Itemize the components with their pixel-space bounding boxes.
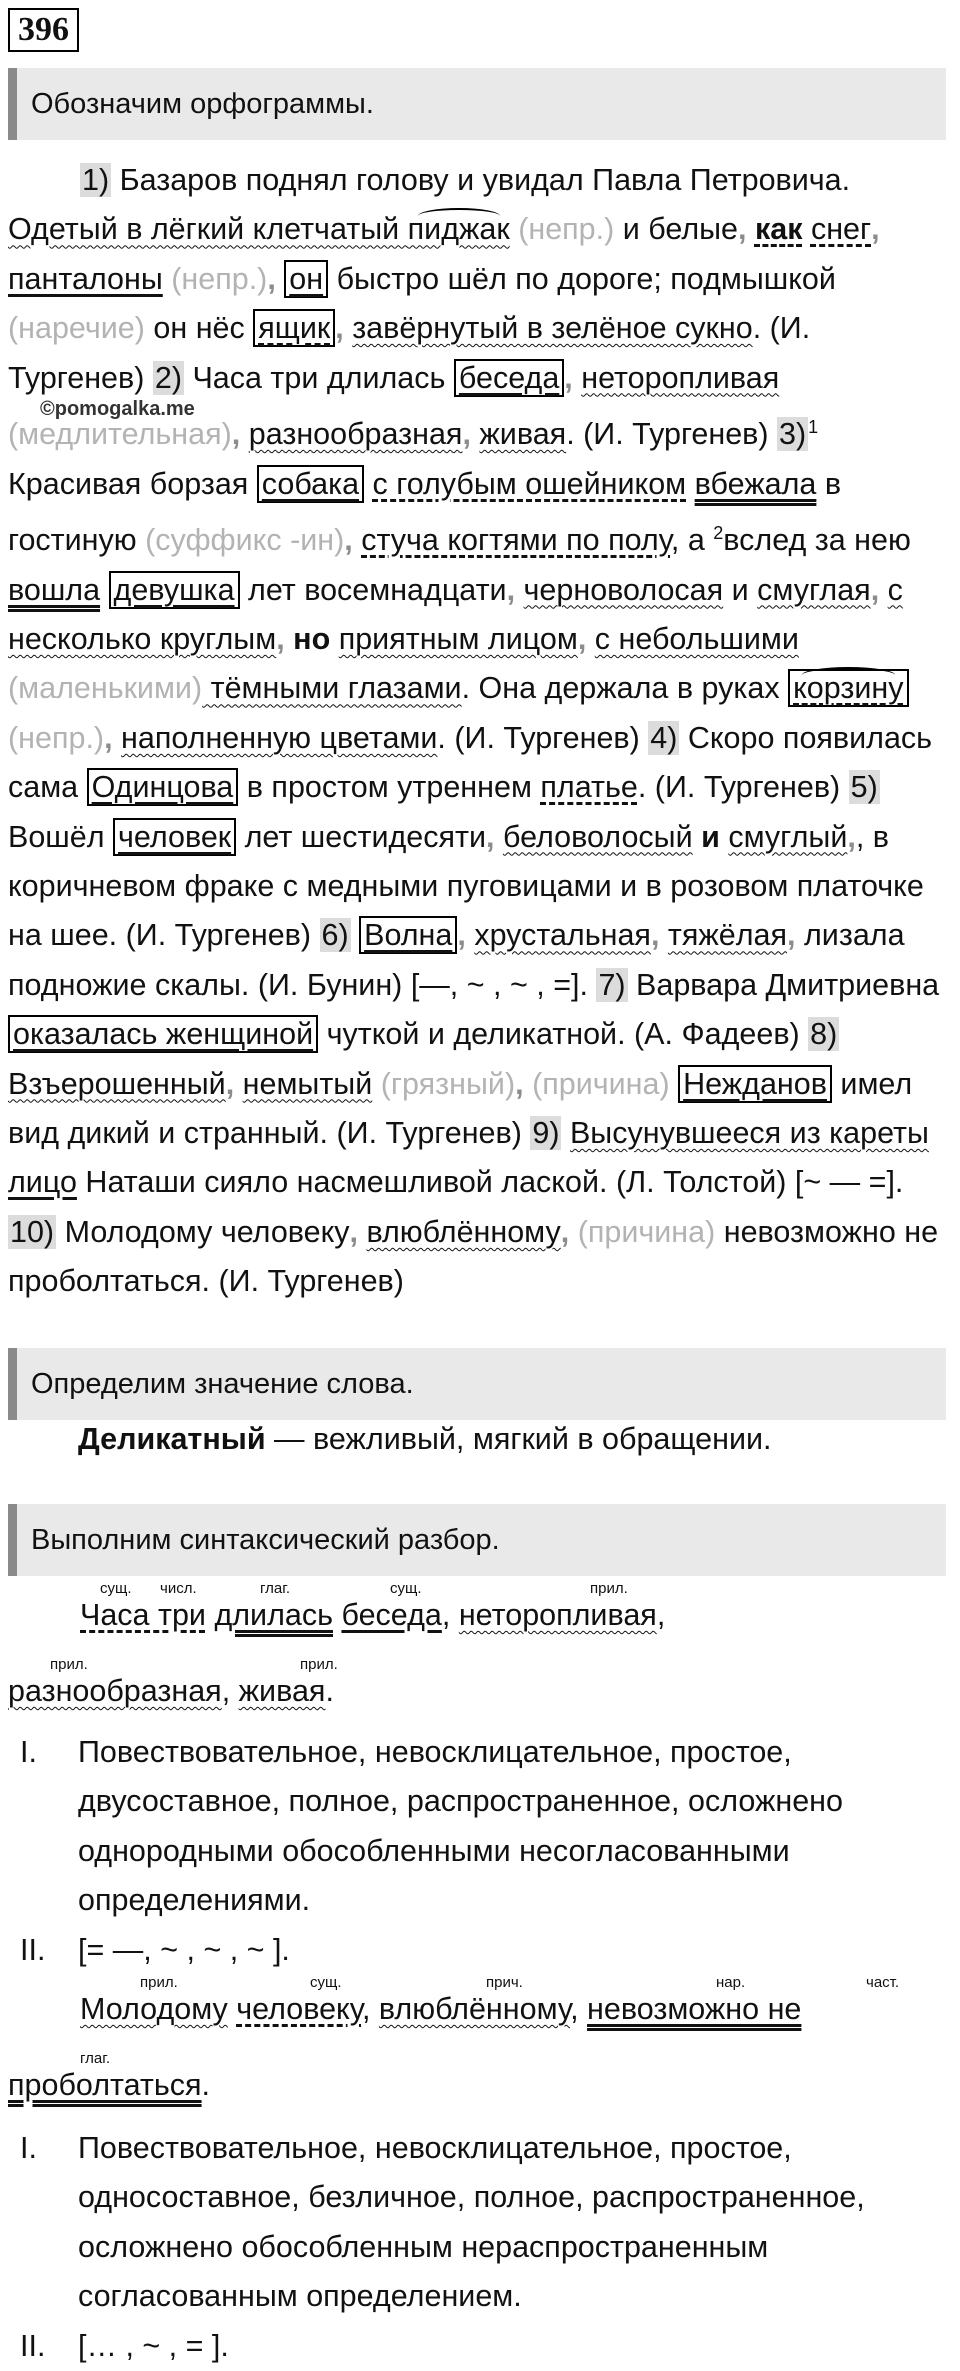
pos-tag: нар. (716, 1974, 746, 1991)
list-number: II. (20, 2328, 46, 2363)
word-pidzhak: пиджак (407, 212, 510, 247)
list-item (8, 2124, 948, 2322)
word-tyazhelaya: тяжёлая (667, 918, 788, 953)
word-chernovolosaya: черноволосая (523, 572, 724, 607)
text-part: Варвара Дмитриевна (627, 967, 940, 1002)
pos-tag: сущ. (100, 1580, 132, 1597)
text-part: Наташи сияло насмешливой лаской. (Л. Толстой) [~ — =]. (76, 1165, 904, 1200)
section-header-syntax: Выполним синтаксический разбор. (8, 1504, 946, 1576)
word-vzeroshenny: Взъерошенный (8, 1066, 226, 1101)
list-number: I. (20, 1735, 37, 1769)
text-part: . (И. Тургенев) (566, 417, 778, 452)
pos-tag: прил. (140, 1974, 178, 1991)
note: (грязный) (372, 1066, 516, 1101)
syntax-sentence-1: сущ. числ. глаг. сущ. прил. Часа три длилась беседа, неторопливая, прил. прил. разнообразная, живая. (8, 1580, 666, 1708)
syntax-word: разнообразная (8, 1674, 222, 1708)
text-part: быстро шёл по дороге; (328, 261, 671, 296)
word-zavernuty: завёрнутый в зелёное сукно (352, 311, 753, 346)
syntax-word: беседа (341, 1598, 442, 1632)
text-part: , а (670, 523, 714, 558)
text-part: он нёс (144, 311, 254, 346)
list-content: [… , ~ , = ]. (78, 2328, 229, 2363)
word-priyatnym: приятным лицом (338, 621, 578, 656)
word-voshla: вошла (8, 572, 101, 607)
word-netoroplivaya: неторопливая (581, 360, 780, 395)
word-platye: платье (540, 770, 638, 805)
pos-tag: числ. (160, 1580, 197, 1597)
text-part: вслед за нею (723, 523, 911, 558)
text-part: Базаров поднял голову и увидал Павла Петровича. (111, 163, 851, 197)
word-vbezhala: вбежала (694, 466, 817, 501)
word-snesk: с несколько круглым (8, 572, 903, 656)
note: (суффикс -ин) (136, 523, 345, 558)
num-6: 6) (321, 918, 349, 953)
word-stucha: стуча когтями по полу (361, 523, 671, 558)
text-part: Красивая борзая (8, 466, 257, 501)
list-number: II. (20, 1932, 46, 1967)
syntax-sentence-2: прил. сущ. прич. нар. част. Молодому человеку, влюблённому, невозможно не глаг. проболтаться. (8, 1974, 900, 2102)
list-content: [= —, ~ , ~ , ~ ]. (78, 1932, 290, 1967)
note: (непр.) (8, 720, 105, 755)
word-yashchik: ящик (253, 309, 335, 347)
definition-word: Деликатный (78, 1422, 266, 1456)
word-volna: Волна (359, 916, 457, 954)
syntax-word: Часа три (80, 1598, 206, 1632)
word-podmyshkoy: подмышкой (670, 261, 836, 296)
pos-tag: сущ. (310, 1974, 342, 1991)
word-devushka: девушка (109, 571, 240, 609)
text-part: . Она держала в руках (461, 671, 789, 706)
word-smugly: смуглый (728, 819, 848, 854)
num-5: 5) (850, 770, 878, 805)
word-litso: лицо (8, 1165, 77, 1200)
num-10: 10) (10, 1214, 55, 1249)
num-2: 2) (154, 360, 182, 395)
note: (причина) (523, 1066, 670, 1101)
word-odintsova: Одинцова (87, 768, 239, 806)
word-sneg: снег (810, 212, 872, 247)
text-part: , в коричневом фраке с медными пуговицами и в розовом платочке на шее. (И. Тургенев) (8, 819, 924, 953)
definition-meaning: — вежливый, мягкий в обращении. (265, 1422, 772, 1456)
word-vysunuv: Высунувшееся из кареты (569, 1116, 929, 1151)
text-part: . (И. Тургенев) (437, 720, 649, 755)
text-part: невозможно не проболтаться. (И. Тургенев) (8, 1214, 939, 1299)
text-part: Вошёл (8, 819, 114, 854)
text-part: Молодому человеку (56, 1214, 350, 1249)
word-beseda: беседа (454, 359, 564, 397)
text-part: Часа три длилась (183, 360, 454, 395)
list-number: I. (20, 2131, 37, 2165)
list-item (8, 2322, 948, 2371)
pos-tag: глаг. (260, 1580, 291, 1597)
word-nemyty: немытый (242, 1066, 373, 1101)
pos-tag: прил. (300, 1656, 338, 1673)
exercise-number: 396 (8, 8, 79, 52)
num-3: 3) (779, 417, 807, 452)
word-khrustalnaya: хрустальная (474, 918, 651, 953)
syntax-word: Молодому (80, 1992, 228, 2026)
text-part: . (И. Тургенев) (637, 770, 849, 805)
num-8: 8) (810, 1017, 838, 1052)
pos-tag: прил. (590, 1580, 628, 1597)
num-7: 7) (598, 967, 626, 1002)
pos-tag: част. (866, 1974, 900, 1991)
word-sobaka: собака (257, 465, 364, 503)
text-part: Скоро появилась сама (8, 720, 933, 805)
note: (непр.) (509, 212, 615, 247)
word-napolnennuyu: наполненную цветами (121, 720, 438, 755)
note: (наречие) (8, 311, 145, 346)
syntax-list-2 (8, 2124, 948, 2371)
text-part: лет шестидесяти (236, 819, 487, 854)
word: Одетый в лёгкий клетчатый (8, 212, 408, 247)
word-no: но (293, 621, 331, 656)
exercise-text: 1) Базаров поднял голову и увидал Павла Петровича. Одетый в лёгкий клетчатый пиджак (непр.) и белые, как снег, панталоны (непр.), он быстро шёл по дороге; подмышкой (наречие) он нёс ящик , завёрнутый в зелёное сукно. (И. Тургенев) 2) Часа три длилась беседа , неторопливая (медлительная), разнообразная, живая. (И. Тургенев) 3) $^1$ Красивая борзая собака с голубым ошейником вбежала в гостиную (суффикс -ин), стуча когтями по полу, а $^2$вслед за нею вошла девушка лет восемнадцати, черноволосая и смуглая, с несколько круглым, но приятным лицом, с небольшими (маленькими) тёмными глазами. Она держала в руках корзину (непр.), наполненную цветами. (И. Тургенев) 4) Скоро появилась сама Одинцова в простом утреннем платье. (И. Тургенев) 5) Вошёл человек лет шестидесяти, беловолосый и смуглый,, в коричневом фраке с медными пуговицами и в розовом платочке на шее. (И. Тургенев) 6) Волна , хрустальная, тяжёлая, лизала подножие скалы. (И. Бунин) [—, ~ , ~ , =]. 7) Варвара Дмитриевна оказалась женщиной чуткой и деликатной. (А. Фадеев) 8) Взъерошенный, немытый (грязный), (причина) Нежданов имел вид дикий и странный. (И. Тургенев) 9) Высунувшееся из кареты лицо Наташи сияло насмешливой лаской. (Л. Толстой) [~ — =]. 10) Молодому человеку, влюблённому, (причина) невозможно не проболтаться. (И. Тургенев) (8, 163, 940, 1299)
pos-tag: сущ. (390, 1580, 422, 1597)
word-on: он (284, 260, 328, 298)
syntax-word: влюблённому (378, 1992, 571, 2026)
word-vlyublennomu: влюблённому (366, 1214, 561, 1249)
text-part: . (И. Тургенев) (8, 311, 811, 395)
list-content: Повествовательное, невосклицательное, простое, односоставное, безличное, полное, распространенное, осложнено обособленным нераспространенным согласованным определением. (78, 2131, 865, 2314)
num-4: 4) (650, 720, 678, 755)
word-sgolubym: с голубым ошейником (372, 466, 687, 501)
section-header-meaning: Определим значение слова. (8, 1348, 946, 1420)
watermark: ©pomogalka.me (40, 398, 195, 420)
syntax-list-1 (8, 1728, 948, 1975)
note: (медлительная) (8, 417, 232, 452)
word-zhivaya: живая (479, 417, 567, 452)
pos-tag: прил. (50, 1656, 88, 1673)
text-part: лизала подножие скалы. (И. Бунин) [—, ~ , ~ , =]. (8, 918, 905, 1002)
word-kak: как (754, 212, 803, 247)
list-item (8, 1926, 948, 1975)
word-i: и (701, 819, 720, 854)
note: (маленькими) (8, 671, 203, 706)
word-korzinu: корзину (788, 669, 908, 707)
text-part: и (723, 572, 758, 607)
section-header-orthograms: Обозначим орфограммы. (8, 68, 946, 140)
syntax-word: человеку (236, 1992, 362, 2026)
text-part: в гостиную (8, 466, 842, 558)
text-part: в простом утреннем (238, 770, 541, 805)
syntax-word: длилась (214, 1598, 333, 1632)
pos-tag: прич. (486, 1974, 523, 1991)
note: (причина) (577, 1214, 716, 1249)
word-raznoobr: разнообразная (248, 417, 463, 452)
word-smuglaya: смуглая (757, 572, 871, 607)
text-part: имел вид дикий и странный. (И. Тургенев) (8, 1066, 913, 1151)
word-temnymi: тёмными глазами (202, 671, 462, 706)
text-part: лет восемнадцати (239, 572, 507, 607)
word-snebolsh: с небольшими (594, 621, 799, 656)
word-pantalony: панталоны (8, 261, 163, 296)
syntax-word: неторопливая (458, 1598, 657, 1632)
word-okazalas: оказалась женщиной (8, 1015, 318, 1053)
note: (непр.) (162, 261, 268, 296)
num-9: 9) (532, 1116, 560, 1151)
text-part: чуткой и деликатной. (А. Фадеев) (318, 1017, 809, 1052)
syntax-word: живая (238, 1674, 326, 1708)
definition (78, 1422, 772, 1457)
syntax-word: проболтаться (8, 2068, 202, 2102)
syntax-word: невозможно не (587, 1992, 802, 2026)
num-1: 1) (82, 163, 110, 197)
text-part: и белые (614, 212, 739, 247)
list-item (8, 1728, 948, 1926)
word-nezhdanov: Нежданов (678, 1065, 832, 1103)
word-belovolosy: беловолосый (502, 819, 693, 854)
word-chelovek: человек (113, 818, 236, 856)
list-content: Повествовательное, невосклицательное, простое, двусоставное, полное, распространенное, осложнено однородными обособленными несогласованными определениями. (78, 1735, 843, 1918)
pos-tag: глаг. (80, 2050, 111, 2067)
